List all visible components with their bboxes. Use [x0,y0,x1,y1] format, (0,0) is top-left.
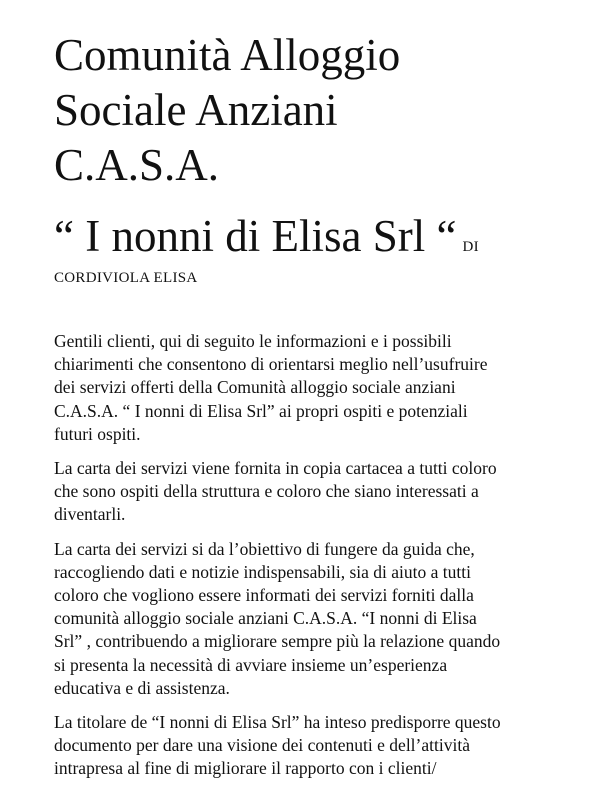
subtitle-owner: CORDIVIOLA ELISA [54,270,198,286]
text-line: coloro che vogliono essere informati dei servizi forniti dalla [54,585,474,606]
text-line: si presenta la necessità di avviare insieme un’esperienza [54,654,448,675]
text-line: Gentili clienti, qui di seguito le informazioni e i possibili [54,331,452,351]
text-line: La titolare de “I nonni di Elisa Srl” ha inteso predisporre questo [54,712,501,733]
text-line: chiarimenti che consentono di orientarsi meglio nell’usufruire [54,354,488,375]
paragraph-objective [54,538,574,700]
text-line: educativa e di assistenza. [54,677,230,698]
text-line: documento per dare una visione dei contenuti e dell’attività [54,735,470,756]
text-line: dei servizi offerti della Comunità alloggio sociale anziani [54,377,456,398]
paragraph-distribution [54,457,574,527]
text-line: Srl” , contribuendo a migliorare sempre più la relazione quando [54,631,501,652]
paragraph-owner [54,711,574,781]
subtitle-suffix: DI [462,239,479,255]
subtitle-main: “ I nonni di Elisa Srl “ [54,211,457,261]
text-line: diventarli. [54,504,126,525]
document-body [54,330,574,792]
document-subtitle [54,206,479,266]
text-line: comunità alloggio sociale anziani C.A.S.A. “I nonni di Elisa [54,608,477,629]
text-line: futuri ospiti. [54,423,141,444]
title-line: Sociale Anziani [54,85,338,135]
text-line: C.A.S.A. “ I nonni di Elisa Srl” ai propri ospiti e potenziali [54,400,468,421]
paragraph-intro [54,330,574,446]
text-line: La carta dei servizi viene fornita in copia cartacea a tutti coloro [54,458,497,479]
document-title [54,28,400,193]
title-line: C.A.S.A. [54,140,220,190]
title-line: Comunità Alloggio [54,30,401,80]
text-line: La carta dei servizi si da l’obiettivo di fungere da guida che, [54,538,475,559]
text-line: raccogliendo dati e notizie indispensabili, sia di aiuto a tutti [54,561,471,582]
text-line: che sono ospiti della struttura e coloro che siano interessati a [54,481,479,502]
text-line: intrapresa al fine di migliorare il rapporto con i clienti/ [54,758,437,779]
